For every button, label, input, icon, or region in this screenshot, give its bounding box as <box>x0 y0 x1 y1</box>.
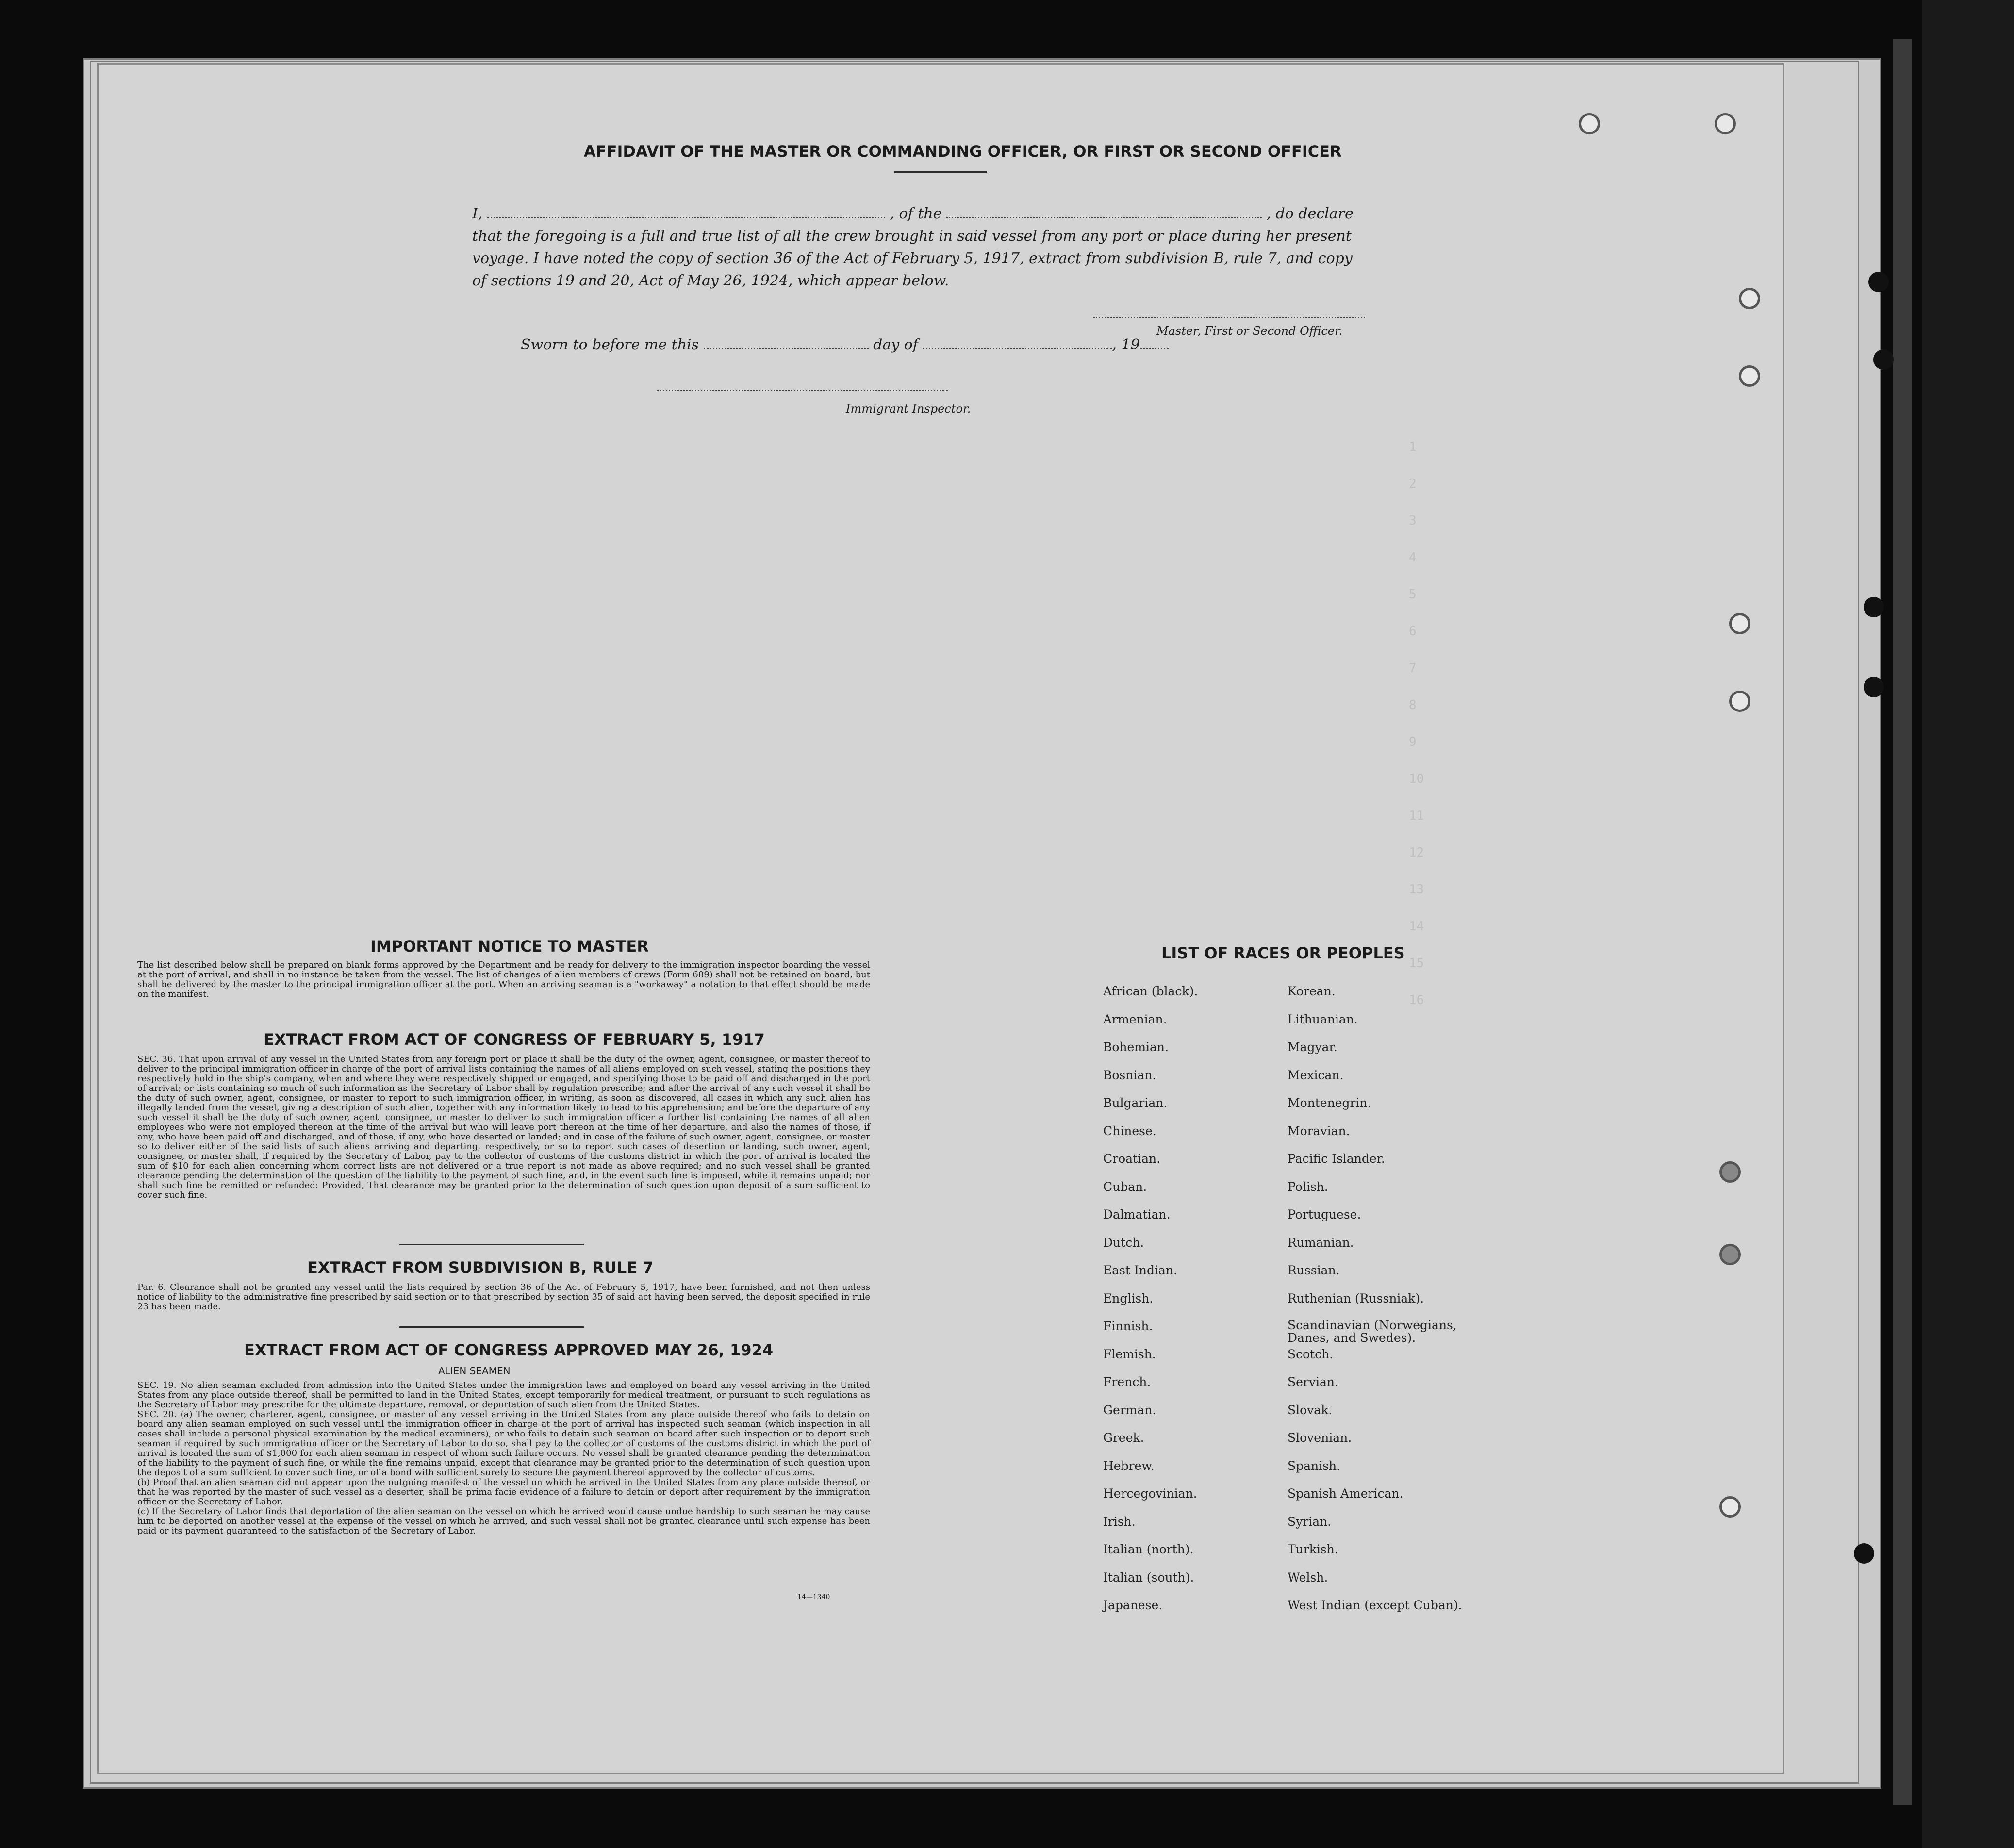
race-item: East Indian. <box>1103 1263 1177 1277</box>
race-item: Scandinavian (Norwegians, Danes, and Swedes). <box>1288 1318 1457 1345</box>
race-item: Scotch. <box>1288 1347 1334 1361</box>
affidavit-of-the: , of the <box>890 205 942 222</box>
race-item: Japanese. <box>1103 1598 1163 1612</box>
race-item: Finnish. <box>1103 1319 1153 1333</box>
race-item: Flemish. <box>1103 1347 1156 1361</box>
race-item: Armenian. <box>1103 1012 1167 1026</box>
race-item: Syrian. <box>1288 1514 1332 1529</box>
race-item: Mexican. <box>1288 1068 1344 1082</box>
punch-hole-icon <box>1868 272 1889 292</box>
binder-ring-icon <box>1729 613 1750 634</box>
binder-ring-icon <box>1729 691 1750 712</box>
binder-ring-icon <box>1719 1244 1741 1265</box>
binder-ring-icon <box>1579 113 1600 134</box>
master-signature-label: Master, First or Second Officer. <box>1156 324 1343 338</box>
extract-1924-body <box>137 1381 870 1536</box>
race-item: English. <box>1103 1291 1154 1305</box>
race-item: Bulgarian. <box>1103 1096 1168 1110</box>
sec-20b: (b) Proof that an alien seaman did not appear upon the outgoing manifest of the vessel on which he arrived in the United States from any place outside thereof, or that he was reported by the master of such vessel as a deserter, shall be prima facie evidence of a failure to detain or deport after requirement by the immigration officer or the Secretary of Labor. <box>137 1477 870 1507</box>
race-item: Italian (north). <box>1103 1542 1194 1556</box>
inspector-signature-label: Immigrant Inspector. <box>846 402 971 415</box>
race-item: Spanish American. <box>1288 1486 1403 1501</box>
binding-edge <box>1893 39 1912 1805</box>
race-item: Dalmatian. <box>1103 1207 1171 1221</box>
race-item: Lithuanian. <box>1288 1012 1358 1026</box>
rule-2 <box>399 1326 584 1328</box>
punch-hole-icon <box>1854 1543 1874 1564</box>
binder-ring-icon <box>1739 288 1760 309</box>
form-number: 14—1340 <box>797 1593 830 1601</box>
race-item: Pacific Islander. <box>1288 1152 1385 1166</box>
race-item: Hercegovinian. <box>1103 1486 1197 1501</box>
sworn-month-field[interactable] <box>923 348 1112 349</box>
year-prefix: , 19 <box>1112 336 1140 353</box>
affidavit-line-2: that the foregoing is a full and true list of all the crew brought in said vessel from any port or place during her present <box>472 228 1352 245</box>
race-item: Bosnian. <box>1103 1068 1156 1082</box>
affidavit-declare: , do declare <box>1266 205 1354 222</box>
binder-ring-icon <box>1739 365 1760 387</box>
inspector-signature-line[interactable] <box>657 390 948 391</box>
race-item: Portuguese. <box>1288 1207 1361 1221</box>
affidavit-text <box>472 203 1511 292</box>
race-item: Servian. <box>1288 1375 1338 1389</box>
binder-ring-icon <box>1719 1161 1741 1183</box>
race-item: Rumanian. <box>1288 1235 1354 1250</box>
sec-20c: (c) If the Secretary of Labor finds that deportation of the alien seaman on the vessel on which he arrived would cause undue hardship to such seaman he may cause him to be deported on another vessel at the expense of the vessel on which he arrived, and such vessel shall not be granted clearance until such expense has been paid or its payment guaranteed to the satisfaction of the Secretary of Labor. <box>137 1506 870 1536</box>
binder-ring-icon <box>1715 113 1736 134</box>
title-rule <box>894 171 987 173</box>
race-item: Polish. <box>1288 1179 1328 1194</box>
race-item: French. <box>1103 1375 1151 1389</box>
race-item: Welsh. <box>1288 1570 1328 1584</box>
sworn-day-field[interactable] <box>704 348 869 349</box>
extract-1924-subtitle: ALIEN SEAMEN <box>438 1365 511 1377</box>
race-item: Bohemian. <box>1103 1040 1169 1054</box>
race-item: Magyar. <box>1288 1040 1337 1054</box>
vessel-field[interactable] <box>946 217 1262 218</box>
sworn-label: Sworn to before me this <box>521 336 699 353</box>
race-item: Chinese. <box>1103 1123 1156 1138</box>
race-item: Slovak. <box>1288 1402 1333 1417</box>
affidavit-line-1 <box>472 203 1511 225</box>
name-field[interactable] <box>487 217 885 218</box>
race-item: West Indian (except Cuban). <box>1288 1598 1462 1612</box>
subdivision-b-title: EXTRACT FROM SUBDIVISION B, RULE 7 <box>307 1258 654 1277</box>
punch-hole-icon <box>1873 349 1894 370</box>
race-item: Montenegrin. <box>1288 1096 1371 1110</box>
races-title: LIST OF RACES OR PEOPLES <box>1161 944 1405 962</box>
binder-ring-icon <box>1719 1496 1741 1518</box>
notice-title: IMPORTANT NOTICE TO MASTER <box>370 937 649 956</box>
affidavit-i: I, <box>472 205 483 222</box>
race-item: Hebrew. <box>1103 1458 1155 1473</box>
punch-hole-icon <box>1864 677 1884 697</box>
race-item: Irish. <box>1103 1514 1136 1529</box>
race-item: Moravian. <box>1288 1123 1350 1138</box>
race-item: Ruthenian (Russniak). <box>1288 1291 1424 1305</box>
binding-strip <box>1922 0 2014 1848</box>
extract-1917-title: EXTRACT FROM ACT OF CONGRESS OF FEBRUARY 5, 1917 <box>264 1030 765 1049</box>
race-item: Korean. <box>1288 984 1336 998</box>
extract-1924-title: EXTRACT FROM ACT OF CONGRESS APPROVED MAY 26, 1924 <box>244 1341 774 1359</box>
race-item: Russian. <box>1288 1263 1340 1277</box>
bleed-through-text: 1 2 3 4 5 6 7 8 9 10 11 12 13 14 15 16 <box>1409 440 1424 1007</box>
subdivision-b-body: Par. 6. Clearance shall not be granted any vessel until the lists required by section 36 of the Act of February 5, 1917, have been furnished, and not then unless notice of liability to the administrative fine prescribed by said section or to that prescribed by section 35 of said act having been served, the deposit specified in rule 23 has been made. <box>137 1282 870 1312</box>
extract-1917-body: SEC. 36. That upon arrival of any vessel in the United States from any foreign port or place it shall be the duty of the owner, agent, consignee, or master thereof to deliver to the principal immigration officer in charge of the port of arrival lists containing the names of all aliens employed on such vessel, stating the positions they respectively hold in the ship's company, when and where they were respectively shipped or engaged, and specifying those to be paid off and discharged in the port of arrival; or lists containing so much of such information as the Secretary of Labor shall by regulation prescribe; and after the arrival of any such vessel it shall be the duty of such owner, agent, consignee, or master to report to such immigration officer, in writing, as soon as discovered, all cases in which any such alien has illegally landed from the vessel, giving a description of such alien, together with any information likely to lead to his apprehension; and before the departure of any such vessel it shall be the duty of such owner, agent, consignee, or master to deliver to such immigration officer a further list containing the names of all alien employees who were not employed thereon at the time of the arrival but who will leave port thereon at the time of her departure, and also the names of those, if any, who have been paid off and discharged, and of those, if any, who have deserted or landed; and in case of the failure of such owner, agent, consignee, or master so to deliver either of the said lists of such aliens arriving and departing, respectively, or so to report such cases of desertion or landing, such owner, agent, consignee, or master shall, if required by the Secretary of Labor, pay to the collector of customs of the customs district in which the port of arrival is located the sum of $10 for each alien concerning whom correct lists are not delivered or a true report is not made as above required; and no such vessel shall be granted clearance pending the determination of the question of the liability to the payment of such fine, and, in the event such fine is imposed, while it remains unpaid; nor shall such fine be remitted or refunded: Provided, That clearance may be granted prior to the determination of such question upon deposit of a sum sufficient to cover such fine. <box>137 1054 870 1200</box>
rule-1 <box>399 1244 584 1245</box>
day-of-label: day of <box>873 336 918 353</box>
race-item: Spanish. <box>1288 1458 1341 1473</box>
race-item: African (black). <box>1103 984 1198 998</box>
notice-body: The list described below shall be prepared on blank forms approved by the Department and be ready for delivery to the immigration inspector boarding the vessel at the port of arrival, and shall in no instance be taken from the vessel. The list of changes of alien members of crews (Form 689) shall not be retained on board, but shall be delivered by the master to the principal immigration officer at the port. When an arriving seaman is a "workaway" a notation to that effect should be made on the manifest. <box>137 960 870 999</box>
sec-20a: SEC. 20. (a) The owner, charterer, agent, consignee, or master of any vessel arriving in the United States from any place outside thereof who fails to detain on board any alien seaman employed on such vessel until the immigration officer in charge at the port of arrival has inspected such seaman (which inspection in all cases shall include a personal physical examination by the medical examiners), or who fails to detain such seaman on board after such inspection or to deport such seaman if required by such immigration officer or the Secretary of Labor to do so, shall pay to the collector of customs of the customs district in which the port of arrival is located the sum of $1,000 for each alien seaman in respect of whom such failure occurs. No vessel shall be granted clearance pending the determination of the liability to the payment of such fine, or while the fine remains unpaid, except that clearance may be granted prior to the determination of such question upon the deposit of a sum sufficient to cover such fine, or of a bond with sufficient surety to secure the payment thereof approved by the collector of customs. <box>137 1409 870 1478</box>
affidavit-title: AFFIDAVIT OF THE MASTER OR COMMANDING OFFICER, OR FIRST OR SECOND OFFICER <box>584 142 1342 161</box>
race-item: Cuban. <box>1103 1179 1147 1194</box>
race-item: Croatian. <box>1103 1152 1161 1166</box>
punch-hole-icon <box>1864 597 1884 617</box>
race-item: Italian (south). <box>1103 1570 1194 1584</box>
document-page <box>97 63 1784 1774</box>
race-item: Dutch. <box>1103 1235 1144 1250</box>
master-signature-line[interactable] <box>1093 317 1365 318</box>
race-item: Slovenian. <box>1288 1431 1352 1445</box>
race-item: Greek. <box>1103 1431 1144 1445</box>
sworn-year-field[interactable] <box>1140 348 1169 349</box>
affidavit-line-3: voyage. I have noted the copy of section 36 of the Act of February 5, 1917, extract from subdivision B, rule 7, and copy <box>472 250 1353 267</box>
affidavit-line-4: of sections 19 and 20, Act of May 26, 1924, which appear below. <box>472 272 949 289</box>
race-item: Turkish. <box>1288 1542 1338 1556</box>
sec-19: SEC. 19. No alien seaman excluded from admission into the United States under the immigration laws and employed on board any vessel arriving in the United States from any place outside thereof, shall be permitted to land in the United States, except temporarily for medical treatment, or pursuant to such regulations as the Secretary of Labor may prescribe for the ultimate departure, removal, or deportation of such alien from the United States. <box>137 1380 870 1410</box>
sworn-line <box>521 336 1169 353</box>
race-item: German. <box>1103 1402 1156 1417</box>
